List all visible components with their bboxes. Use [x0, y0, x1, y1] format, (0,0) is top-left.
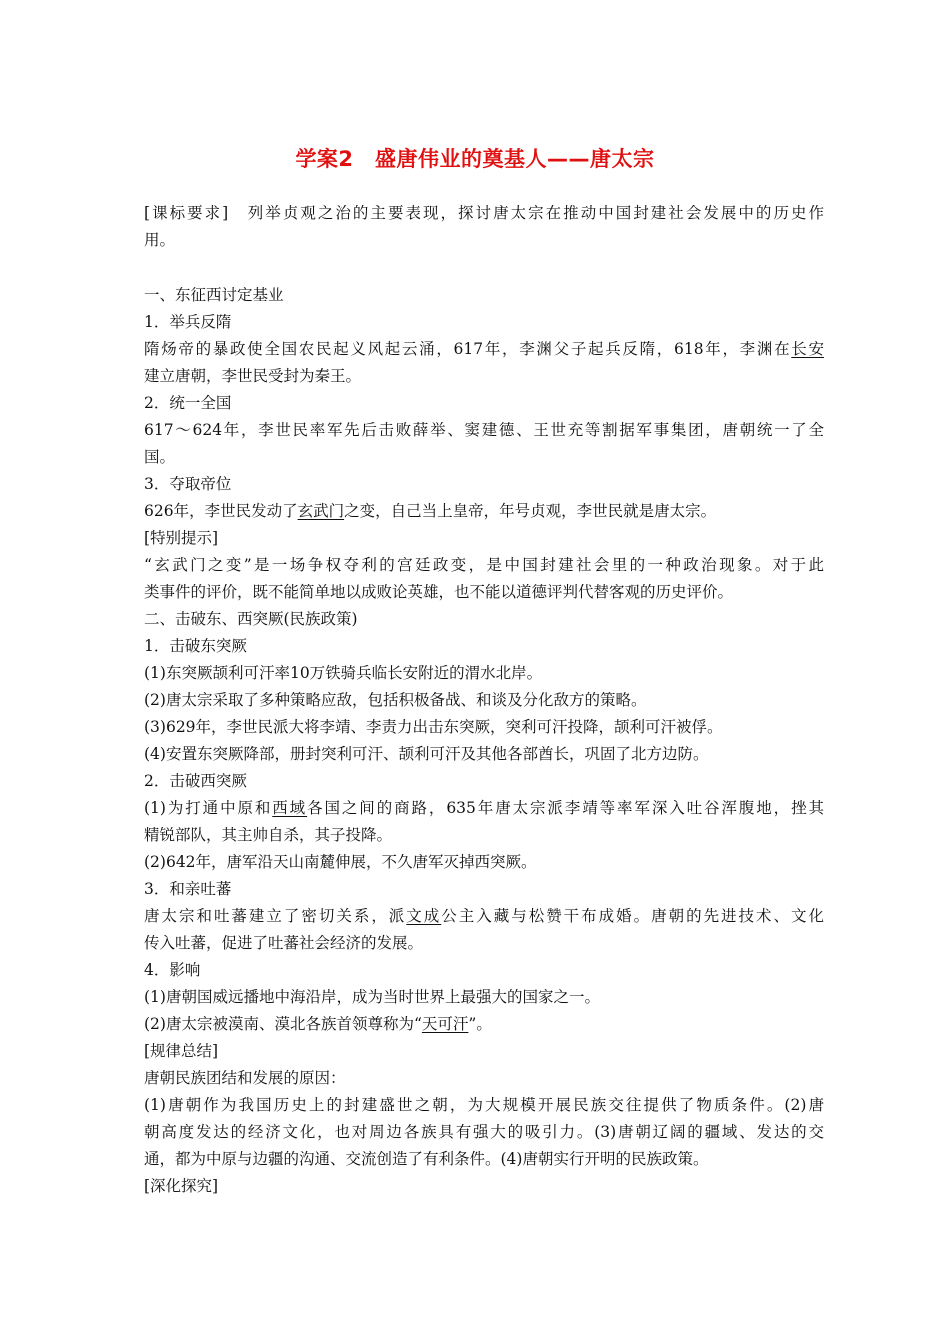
- paragraph-1-1-cont: 建立唐朝，李世民受封为秦王。: [144, 367, 362, 385]
- paragraph-1-2: 617～624年，李世民率军先后击败薛举、窦建德、王世充等割据军事集团，唐朝统一了全: [144, 421, 824, 439]
- paragraph-1-1: 隋炀帝的暴政使全国农民起义风起云涌，617年，李渊父子起兵反隋，618年，李渊在长安: [144, 340, 824, 358]
- subheading-1-2: 2．统一全国: [144, 394, 232, 412]
- rule-summary-text-cont: 朝高度发达的经济文化，也对周边各族具有强大的吸引力。(3)唐朝辽阔的疆域、发达的交: [144, 1123, 824, 1141]
- list-item: (4)安置东突厥降部，册封突利可汗、颉利可汗及其他各部酋长，巩固了北方边防。: [144, 745, 709, 763]
- section-heading-2: 二、击破东、西突厥(民族政策): [144, 610, 358, 628]
- curriculum-requirement: [课标要求] 列举贞观之治的主要表现，探讨唐太宗在推动中国封建社会发展中的历史作: [144, 204, 824, 222]
- deep-inquiry-label: [深化探究]: [144, 1177, 219, 1195]
- special-tip-text: “玄武门之变”是一场争权夺利的宫廷政变，是中国封建社会里的一种政治现象。对于此: [144, 556, 824, 574]
- paragraph-1-3: 626年，李世民发动了玄武门之变，自己当上皇帝，年号贞观，李世民就是唐太宗。: [144, 502, 717, 520]
- list-item: (2)642年，唐军沿天山南麓伸展，不久唐军灭掉西突厥。: [144, 853, 537, 871]
- special-tip-text-cont: 类事件的评价，既不能简单地以成败论英雄，也不能以道德评判代替客观的历史评价。: [144, 583, 734, 601]
- rule-summary-text-cont: 通，都为中原与边疆的沟通、交流创造了有利条件。(4)唐朝实行开明的民族政策。: [144, 1150, 709, 1168]
- subheading-1-1: 1．举兵反隋: [144, 313, 232, 331]
- underlined-term: 玄武门: [297, 502, 345, 520]
- paragraph-2-3-cont: 传入吐蕃，促进了吐蕃社会经济的发展。: [144, 934, 424, 952]
- rule-summary-label: [规律总结]: [144, 1042, 219, 1060]
- list-item: (2)唐太宗采取了多种策略应敌，包括积极备战、和谈及分化敌方的策略。: [144, 691, 647, 709]
- subheading-2-3: 3．和亲吐蕃: [144, 880, 232, 898]
- list-item: (2)唐太宗被漠南、漠北各族首领尊称为“天可汗”。: [144, 1015, 492, 1033]
- list-item: (1)唐朝国威远播地中海沿岸，成为当时世界上最强大的国家之一。: [144, 988, 600, 1006]
- rule-summary-intro: 唐朝民族团结和发展的原因：: [144, 1069, 346, 1087]
- paragraph-1-2-cont: 国。: [144, 448, 176, 466]
- underlined-term: 西域: [272, 799, 308, 817]
- special-tip-label: [特别提示]: [144, 529, 219, 547]
- list-item: (1)为打通中原和西域各国之间的商路，635年唐太宗派李靖等率军深入吐谷浑腹地，挫其: [144, 799, 824, 817]
- subheading-2-4: 4．影响: [144, 961, 201, 979]
- rule-summary-text: (1)唐朝作为我国历史上的封建盛世之朝，为大规模开展民族交往提供了物质条件。(2)唐: [144, 1096, 824, 1114]
- underlined-term: 天可汗: [421, 1015, 469, 1033]
- section-heading-1: 一、东征西讨定基业: [144, 286, 284, 304]
- subheading-1-3: 3．夺取帝位: [144, 475, 232, 493]
- underlined-term: 文成: [406, 907, 442, 925]
- list-item: (1)东突厥颉利可汗率10万铁骑兵临长安附近的渭水北岸。: [144, 664, 543, 682]
- curriculum-requirement-cont: 用。: [144, 231, 176, 249]
- subheading-2-1: 1．击破东突厥: [144, 637, 247, 655]
- list-item-cont: 精锐部队，其主帅自杀，其子投降。: [144, 826, 393, 844]
- underlined-term: 长安: [791, 340, 824, 358]
- subheading-2-2: 2．击破西突厥: [144, 772, 247, 790]
- paragraph-2-3: 唐太宗和吐蕃建立了密切关系，派文成公主入藏与松赞干布成婚。唐朝的先进技术、文化: [144, 907, 824, 925]
- list-item: (3)629年，李世民派大将李靖、李责力出击东突厥，突利可汗投降，颉利可汗被俘。: [144, 718, 723, 736]
- page-title: 学案2 盛唐伟业的奠基人——唐太宗: [295, 147, 655, 171]
